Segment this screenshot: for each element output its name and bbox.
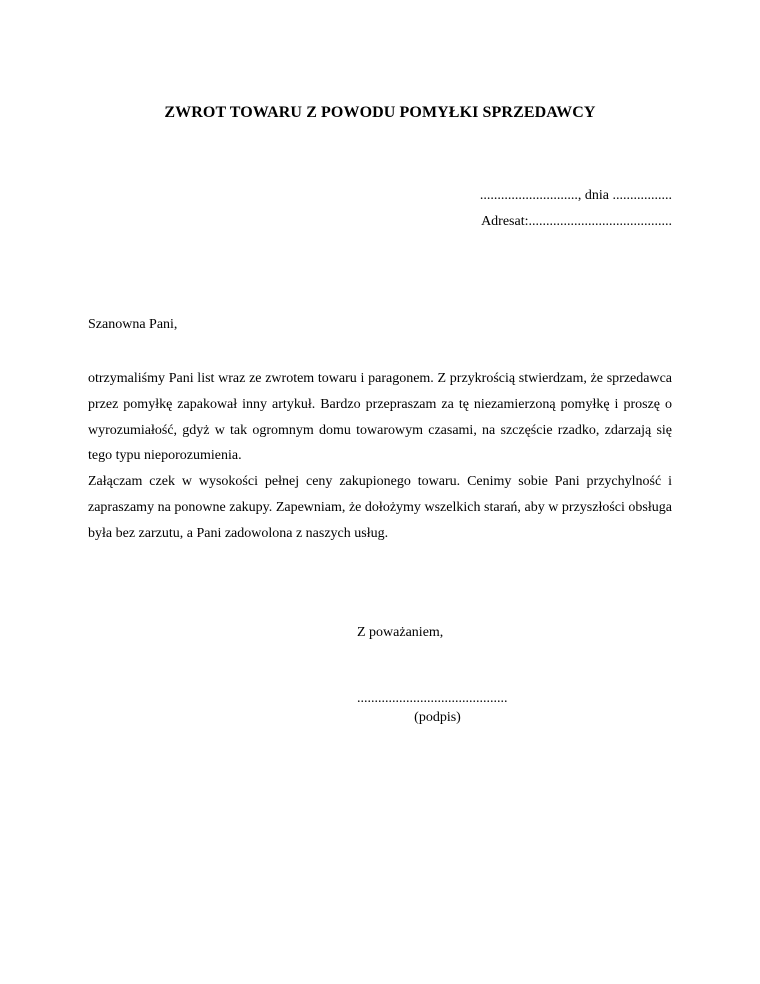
letter-body [88, 366, 672, 547]
document-title: ZWROT TOWARU Z POWODU POMYŁKI SPRZEDAWCY [164, 104, 596, 121]
body-paragraph: Załączam czek w wysokości pełnej ceny zakupionego towaru. Cenimy sobie Pani przychylność i zapraszamy na ponowne zakupy. Zapewniam, że dołożymy wszelkich starań, aby w przyszłości obsługa była bez zarzutu, a Pani zadowolona z naszych usług. [88, 474, 672, 541]
greeting: Szanowna Pani, [88, 317, 178, 332]
closing-phrase: Z poważaniem, [357, 625, 444, 640]
body-paragraph: otrzymaliśmy Pani list wraz ze zwrotem towaru i paragonem. Z przykrością stwierdzam, że sprzedawca przez pomyłkę zapakował inny artykuł. Bardzo przepraszam za tę niezamierzoną pomyłkę i proszę o wyrozumiałość, gdyż w tak ogromnym domu towarowym czasami, na szczęście rzadko, zdarzają się tego typu nieporozumienia. [88, 371, 672, 464]
signature-line: ........................................... [357, 691, 508, 706]
place-date-line: ............................, dnia ................. [479, 188, 672, 203]
addressee-line: Adresat:......................................... [481, 214, 672, 229]
signature-label: (podpis) [414, 710, 461, 725]
